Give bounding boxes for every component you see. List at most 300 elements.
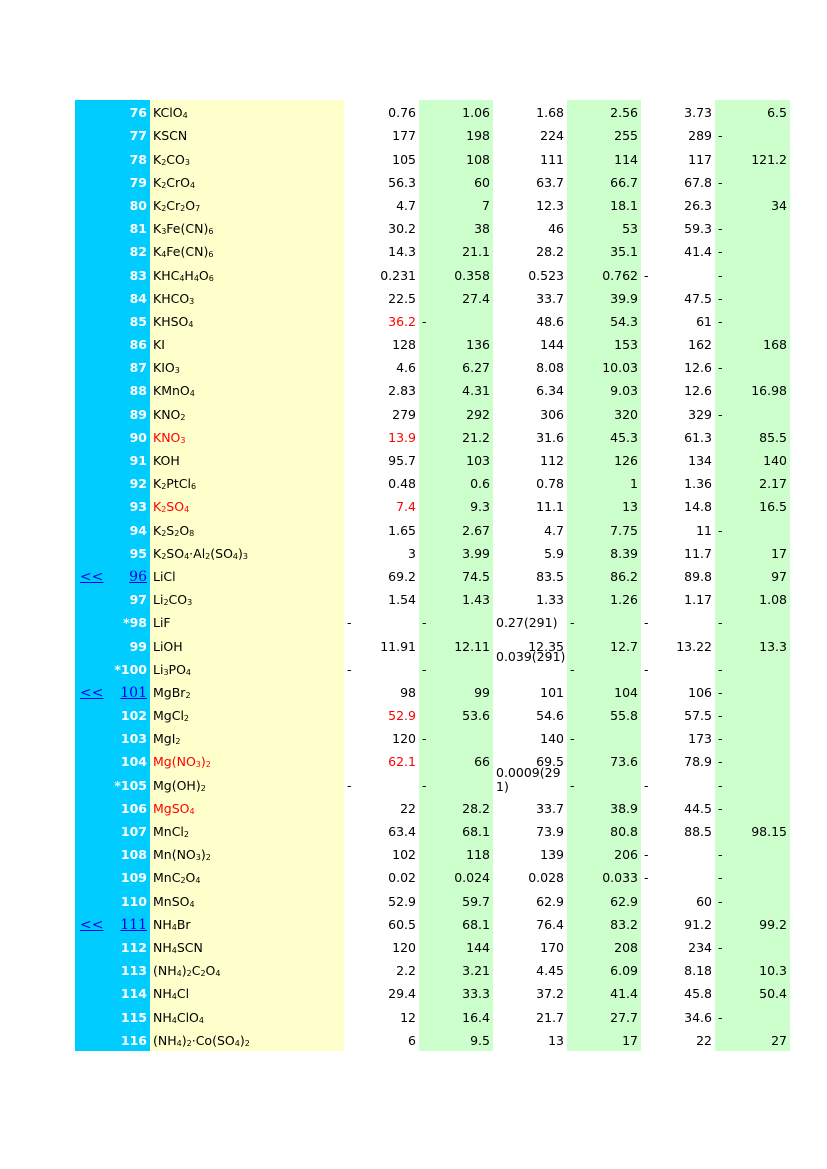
- value-cell: [641, 912, 715, 935]
- cell-value: 60.5: [388, 916, 416, 932]
- value-cell: [419, 216, 493, 239]
- value-cell: [493, 819, 567, 842]
- value-cell: [419, 332, 493, 355]
- cell-value: 13.22: [676, 638, 712, 654]
- cell-value: 2.2: [396, 963, 416, 979]
- value-cell: [344, 100, 419, 123]
- value-cell: [715, 100, 790, 123]
- value-cell: [641, 610, 715, 633]
- table-row: [75, 981, 787, 1004]
- value-cell: [344, 239, 419, 262]
- cell-value: 38: [474, 221, 490, 237]
- value-cell: [419, 912, 493, 935]
- compound-name: $K_2CO_3$: [153, 151, 190, 167]
- cell-value: 98: [400, 684, 416, 700]
- cell-value: 8.18: [684, 963, 712, 979]
- value-cell: [567, 657, 641, 680]
- value-cell: [493, 193, 567, 216]
- cell-value: 0.76: [388, 105, 416, 121]
- cell-value: 52.9: [388, 893, 416, 909]
- value-cell: [567, 239, 641, 262]
- cell-value: -: [644, 661, 649, 677]
- cell-value: 134: [688, 453, 712, 468]
- value-cell: [641, 564, 715, 587]
- cell-value: -: [718, 893, 723, 909]
- row-number[interactable]: 96: [129, 568, 147, 585]
- cell-value: 0.033: [602, 870, 638, 886]
- value-cell: [344, 610, 419, 633]
- row-number-cell[interactable]: [75, 912, 150, 935]
- cell-value: 0.523: [528, 267, 564, 283]
- value-cell: [419, 1028, 493, 1051]
- cell-value: -: [347, 615, 352, 631]
- value-cell: [419, 448, 493, 471]
- value-cell: [419, 494, 493, 517]
- compound-name: $NH_4Cl$: [153, 986, 190, 1002]
- cell-value: 0.024: [454, 870, 490, 886]
- value-cell: [641, 193, 715, 216]
- value-cell: [641, 517, 715, 540]
- value-cell: [344, 772, 419, 795]
- table-row: [75, 471, 787, 494]
- cell-value: 60: [696, 893, 712, 909]
- cell-value: -: [422, 731, 427, 747]
- value-cell: [567, 355, 641, 378]
- cell-value: 1.43: [462, 592, 490, 608]
- value-cell: [493, 309, 567, 332]
- compound-name: $K_2Cr_2O_7$: [153, 197, 201, 213]
- row-number[interactable]: 101: [120, 684, 147, 701]
- cell-value: 16.4: [462, 1009, 490, 1025]
- value-cell: [567, 286, 641, 309]
- cell-value: 98.15: [751, 824, 787, 839]
- row-number: 82: [129, 244, 147, 260]
- value-cell: [715, 216, 790, 239]
- value-cell: [567, 981, 641, 1004]
- value-cell: [641, 633, 715, 656]
- cell-value: 114: [614, 151, 638, 167]
- cell-value: 2.67: [462, 522, 490, 538]
- cell-value: 198: [466, 128, 490, 144]
- value-cell: [493, 216, 567, 239]
- value-cell: [419, 170, 493, 193]
- cell-value: 55.8: [610, 708, 638, 724]
- cell-value: -: [718, 1009, 723, 1025]
- value-cell: [344, 749, 419, 772]
- value-cell: [715, 819, 790, 842]
- value-cell: [641, 355, 715, 378]
- cell-value: -: [718, 221, 723, 237]
- cell-value: 99.2: [759, 916, 787, 932]
- value-cell: [567, 819, 641, 842]
- value-cell: [567, 448, 641, 471]
- compound-cell: [150, 355, 344, 378]
- value-cell: [419, 865, 493, 888]
- cell-value: 63.4: [388, 824, 416, 839]
- compound-cell: [150, 657, 344, 680]
- value-cell: [715, 123, 790, 146]
- cell-value: 289: [688, 128, 712, 144]
- compound-name: $KIO_3$: [153, 360, 180, 376]
- cell-value: 86.2: [610, 568, 638, 584]
- value-cell: [567, 587, 641, 610]
- row-number-cell[interactable]: [75, 564, 150, 587]
- cell-value: 53: [622, 221, 638, 237]
- value-cell: [715, 239, 790, 262]
- value-cell: [715, 703, 790, 726]
- row-number: 116: [120, 1032, 147, 1048]
- compound-name: $K_4Fe(CN)_6$: [153, 244, 214, 260]
- value-cell: [493, 981, 567, 1004]
- value-cell: [641, 726, 715, 749]
- row-number: 110: [120, 893, 147, 909]
- row-number: 99: [129, 638, 147, 654]
- value-cell: [641, 680, 715, 703]
- compound-cell: [150, 749, 344, 772]
- value-cell: [567, 680, 641, 703]
- compound-cell: [150, 100, 344, 123]
- cell-value: 224: [540, 128, 564, 144]
- table-row: [75, 332, 787, 355]
- cell-value: 118: [466, 847, 490, 863]
- cell-value: -: [718, 870, 723, 886]
- value-cell: [419, 286, 493, 309]
- table-row: [75, 587, 787, 610]
- cell-value: 63.7: [536, 174, 564, 190]
- cell-value: 2.56: [610, 105, 638, 121]
- value-cell: [344, 657, 419, 680]
- row-number: 106: [120, 800, 147, 816]
- table-row: [75, 958, 787, 981]
- cell-value: 61: [696, 313, 712, 329]
- cell-value: 22: [696, 1032, 712, 1048]
- value-cell: [344, 123, 419, 146]
- cell-value: -: [718, 522, 723, 538]
- cell-value: -: [644, 267, 649, 283]
- value-cell: [715, 286, 790, 309]
- cell-value: -: [570, 731, 575, 747]
- cell-value: 1.33: [536, 592, 564, 608]
- value-cell: [493, 471, 567, 494]
- value-cell: [715, 517, 790, 540]
- cell-value: 12.35: [528, 638, 564, 654]
- table-row: [75, 680, 723, 703]
- value-cell: [419, 425, 493, 448]
- compound-name: $Mg(NO_3)_2$: [153, 754, 211, 770]
- row-number-cell: [75, 541, 150, 564]
- value-cell: [567, 564, 641, 587]
- value-cell: [493, 1028, 567, 1051]
- cell-value: 168: [763, 337, 787, 353]
- cell-value: 105: [392, 151, 416, 167]
- cell-value: 4.45: [536, 963, 564, 979]
- value-cell: [567, 471, 641, 494]
- value-cell: [567, 262, 641, 285]
- cell-value: 68.1: [462, 916, 490, 932]
- row-number[interactable]: 111: [120, 916, 147, 933]
- value-cell: [419, 587, 493, 610]
- cell-value: 33.7: [536, 800, 564, 816]
- value-cell: [641, 796, 715, 819]
- table-row: [75, 564, 787, 587]
- cell-value: 7.4: [396, 499, 416, 515]
- compound-cell: [150, 1004, 344, 1027]
- value-cell: [715, 865, 790, 888]
- cell-value: 136: [466, 337, 490, 353]
- compound-cell: [150, 517, 344, 540]
- row-number-cell: [75, 123, 150, 146]
- value-cell: [641, 819, 715, 842]
- cell-value: 3.99: [462, 545, 490, 561]
- cell-value: 62.1: [388, 754, 416, 770]
- compound-cell: [150, 633, 344, 656]
- cell-value: -: [570, 661, 575, 677]
- overflow-value: 0.039(291): [496, 649, 566, 665]
- value-cell: [493, 726, 567, 749]
- value-cell: [715, 309, 790, 332]
- value-cell: [344, 564, 419, 587]
- compound-name: LiF: [153, 615, 171, 631]
- cell-value: 60: [474, 174, 490, 190]
- value-cell: [715, 749, 790, 772]
- cell-value: -: [347, 661, 352, 677]
- compound-cell: [150, 703, 344, 726]
- row-number: 87: [129, 360, 147, 376]
- compound-name: MgI$_2$: [153, 731, 181, 747]
- cell-value: 144: [466, 939, 490, 955]
- value-cell: [344, 633, 419, 656]
- row-number-cell: [75, 355, 150, 378]
- cell-value: -: [347, 777, 352, 793]
- value-cell: [567, 633, 641, 656]
- value-cell: [715, 1004, 790, 1027]
- value-cell: [419, 378, 493, 401]
- row-number: *100: [114, 661, 147, 677]
- row-number-cell: [75, 216, 150, 239]
- table-row: [75, 123, 723, 146]
- value-cell: [419, 981, 493, 1004]
- cell-value: 144: [540, 337, 564, 353]
- table-row: [75, 703, 723, 726]
- back-link[interactable]: <<: [80, 916, 104, 933]
- table-row: [75, 448, 787, 471]
- value-cell: [493, 448, 567, 471]
- cell-value: 13: [622, 499, 638, 515]
- value-cell: [344, 517, 419, 540]
- cell-value: 6: [408, 1032, 416, 1048]
- value-cell: [493, 541, 567, 564]
- value-cell: [344, 1004, 419, 1027]
- value-cell: [715, 425, 790, 448]
- compound-name: $K_2SO_4$: [153, 499, 190, 515]
- cell-value: 1.08: [759, 592, 787, 608]
- row-number-cell: [75, 865, 150, 888]
- value-cell: [344, 680, 419, 703]
- table-row: [75, 865, 723, 888]
- cell-value: 45.3: [610, 429, 638, 445]
- value-cell: [493, 170, 567, 193]
- cell-value: -: [718, 684, 723, 700]
- cell-value: 13.9: [388, 429, 416, 445]
- row-number-cell: [75, 262, 150, 285]
- compound-name: $K_3Fe(CN)_6$: [153, 221, 214, 237]
- compound-name: $MnC_2O_4$: [153, 870, 201, 886]
- cell-value: -: [718, 615, 723, 631]
- cell-value: 0.6: [470, 476, 490, 492]
- cell-value: 68.1: [462, 824, 490, 839]
- row-number-cell: [75, 494, 150, 517]
- compound-name: KSCN: [153, 128, 188, 144]
- value-cell: [715, 912, 790, 935]
- cell-value: 279: [392, 406, 416, 422]
- row-number: 90: [129, 429, 147, 445]
- table-row: [75, 216, 723, 239]
- value-cell: [715, 680, 790, 703]
- value-cell: [493, 401, 567, 424]
- value-cell: [419, 471, 493, 494]
- compound-cell: [150, 564, 344, 587]
- cell-value: 44.5: [684, 800, 712, 816]
- value-cell: [344, 958, 419, 981]
- value-cell: [344, 216, 419, 239]
- back-link[interactable]: <<: [80, 684, 104, 701]
- value-cell: [641, 262, 715, 285]
- row-number: 109: [120, 870, 147, 886]
- value-cell: [715, 332, 790, 355]
- value-cell: [641, 378, 715, 401]
- cell-value: 103: [466, 453, 490, 468]
- value-cell: [567, 193, 641, 216]
- compound-cell: [150, 239, 344, 262]
- table-row: [75, 146, 787, 169]
- cell-value: 45.8: [684, 986, 712, 1002]
- cell-value: 4.6: [396, 360, 416, 376]
- cell-value: 34.6: [684, 1009, 712, 1025]
- table-row: [75, 193, 787, 216]
- cell-value: 1.17: [684, 592, 712, 608]
- value-cell: [567, 935, 641, 958]
- value-cell: [419, 819, 493, 842]
- value-cell: [344, 448, 419, 471]
- cell-value: 12.11: [454, 638, 490, 654]
- row-number-cell: [75, 1004, 150, 1027]
- value-cell: [567, 216, 641, 239]
- value-cell: [567, 726, 641, 749]
- cell-value: 83.5: [536, 568, 564, 584]
- value-cell: [641, 123, 715, 146]
- value-cell: [641, 935, 715, 958]
- cell-value: 306: [540, 406, 564, 422]
- row-number-cell[interactable]: [75, 680, 150, 703]
- value-cell: [344, 935, 419, 958]
- compound-name: $K_2PtCl_6$: [153, 476, 197, 492]
- row-number-cell: [75, 517, 150, 540]
- row-number: 113: [120, 963, 147, 979]
- value-cell: [715, 935, 790, 958]
- value-cell: [715, 170, 790, 193]
- cell-value: -: [570, 777, 575, 793]
- compound-name: $KHC_4H_4O_6$: [153, 267, 214, 283]
- cell-value: 59.3: [684, 221, 712, 237]
- cell-value: 22: [400, 800, 416, 816]
- value-cell: [567, 749, 641, 772]
- cell-value: 48.6: [536, 313, 564, 329]
- cell-value: 108: [466, 151, 490, 167]
- cell-value: 0.48: [388, 476, 416, 492]
- solubility-table: [75, 100, 787, 1051]
- value-cell: [419, 123, 493, 146]
- cell-value: 11: [696, 522, 712, 538]
- back-link[interactable]: <<: [80, 568, 104, 585]
- value-cell: [344, 286, 419, 309]
- row-number-cell: [75, 888, 150, 911]
- cell-value: 62.9: [536, 893, 564, 909]
- cell-value: 1: [630, 476, 638, 492]
- value-cell: [567, 378, 641, 401]
- row-number: 102: [120, 708, 147, 724]
- cell-value: 0.762: [602, 267, 638, 283]
- value-cell: [715, 262, 790, 285]
- row-number: 89: [129, 406, 147, 422]
- cell-value: 3: [408, 545, 416, 561]
- row-number: 92: [129, 476, 147, 492]
- cell-value: 173: [688, 731, 712, 747]
- cell-value: 4.31: [462, 383, 490, 399]
- cell-value: 0.358: [454, 267, 490, 283]
- compound-cell: [150, 541, 344, 564]
- value-cell: [344, 401, 419, 424]
- table-row: [75, 633, 787, 665]
- row-number: 80: [129, 197, 147, 213]
- value-cell: [493, 958, 567, 981]
- cell-value: 69.5: [536, 754, 564, 770]
- value-cell: [344, 378, 419, 401]
- value-cell: [715, 633, 790, 656]
- cell-value: 0.27(291): [496, 615, 558, 631]
- value-cell: [419, 309, 493, 332]
- table-row: [75, 888, 723, 911]
- cell-value: 53.6: [462, 708, 490, 724]
- value-cell: [641, 587, 715, 610]
- value-cell: [493, 332, 567, 355]
- cell-value: 35.1: [610, 244, 638, 260]
- value-cell: [493, 239, 567, 262]
- compound-cell: [150, 286, 344, 309]
- compound-cell: [150, 216, 344, 239]
- value-cell: [493, 935, 567, 958]
- cell-value: -: [718, 267, 723, 283]
- cell-value: 0.028: [528, 870, 564, 886]
- cell-value: 0.78: [536, 476, 564, 492]
- value-cell: [419, 888, 493, 911]
- cell-value: -: [718, 754, 723, 770]
- cell-value: 12.3: [536, 197, 564, 213]
- compound-cell: [150, 865, 344, 888]
- compound-cell: [150, 146, 344, 169]
- cell-value: 41.4: [610, 986, 638, 1002]
- compound-cell: [150, 935, 344, 958]
- compound-name: $K_2S_2O_8$: [153, 522, 195, 538]
- value-cell: [493, 517, 567, 540]
- cell-value: 29.4: [388, 986, 416, 1002]
- cell-value: 66: [474, 754, 490, 770]
- compound-cell: [150, 332, 344, 355]
- value-cell: [715, 610, 790, 633]
- row-number: 79: [129, 174, 147, 190]
- row-number: 112: [120, 939, 147, 955]
- cell-value: 162: [688, 337, 712, 353]
- value-cell: [344, 796, 419, 819]
